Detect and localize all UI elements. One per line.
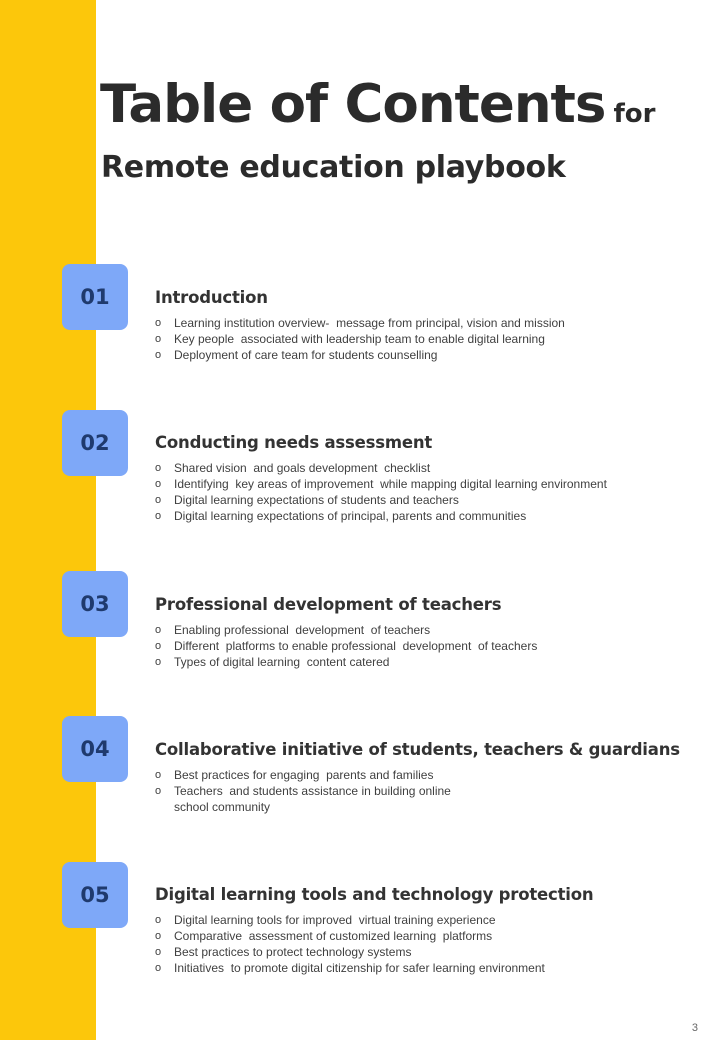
list-item: o Digital learning tools for improved virtual training experience — [155, 913, 496, 927]
bullet-icon: o — [155, 769, 162, 781]
bullet-icon: o — [155, 785, 162, 797]
list-item: o Different platforms to enable professional development of teachers — [155, 639, 538, 653]
bullet-icon: o — [155, 478, 162, 490]
section-heading[interactable]: Introduction — [155, 288, 268, 307]
section-number-badge: 01 — [62, 264, 128, 330]
list-item: o Teachers and students assistance in building online school community — [155, 784, 451, 814]
title-for: for — [613, 99, 656, 129]
toc-section — [155, 288, 710, 363]
section-number-badge: 05 — [62, 862, 128, 928]
list-item: o Key people associated with leadership team to enable digital learning — [155, 332, 545, 346]
bullet-icon: o — [155, 510, 162, 522]
toc-section — [155, 885, 710, 976]
page-number: 3 — [691, 1022, 698, 1034]
section-heading[interactable]: Digital learning tools and technology protection — [155, 885, 594, 904]
list-item: o Types of digital learning content catered — [155, 655, 390, 669]
list-item: o Comparative assessment of customized learning platforms — [155, 929, 493, 943]
section-number-badge: 02 — [62, 410, 128, 476]
list-item: o Digital learning expectations of principal, parents and communities — [155, 509, 527, 523]
bullet-icon: o — [155, 914, 162, 926]
bullet-icon: o — [155, 640, 162, 652]
section-number-badge: 03 — [62, 571, 128, 637]
list-item: o Deployment of care team for students counselling — [155, 348, 438, 362]
list-item: o Enabling professional development of teachers — [155, 623, 431, 637]
section-number-badge: 04 — [62, 716, 128, 782]
list-item: o Initiatives to promote digital citizenship for safer learning environment — [155, 961, 545, 975]
bullet-icon: o — [155, 962, 162, 974]
bullet-icon: o — [155, 349, 162, 361]
page-subtitle: Remote education playbook — [101, 150, 566, 185]
section-heading[interactable]: Conducting needs assessment — [155, 433, 433, 452]
toc-section — [155, 595, 710, 670]
bullet-icon: o — [155, 462, 162, 474]
list-item: o Learning institution overview- message from principal, vision and mission — [155, 316, 565, 330]
list-item: o Best practices for engaging parents and families — [155, 768, 434, 782]
bullet-icon: o — [155, 656, 162, 668]
bullet-icon: o — [155, 946, 162, 958]
list-item: o Digital learning expectations of students and teachers — [155, 493, 459, 507]
bullet-icon: o — [155, 930, 162, 942]
section-item-list — [155, 912, 710, 976]
bullet-icon: o — [155, 624, 162, 636]
list-item: o Shared vision and goals development checklist — [155, 461, 431, 475]
section-heading[interactable]: Collaborative initiative of students, teachers & guardians — [155, 740, 680, 759]
title-main: Table of Contents — [100, 74, 606, 135]
page-title — [100, 74, 655, 135]
section-heading[interactable]: Professional development of teachers — [155, 595, 502, 614]
bullet-icon: o — [155, 333, 162, 345]
section-item-list — [155, 315, 710, 363]
bullet-icon: o — [155, 494, 162, 506]
section-item-list — [155, 767, 710, 815]
section-item-list — [155, 460, 710, 524]
bullet-icon: o — [155, 317, 162, 329]
section-item-list — [155, 622, 710, 670]
toc-section — [155, 740, 710, 815]
toc-section — [155, 433, 710, 524]
list-item: o Identifying key areas of improvement while mapping digital learning environment — [155, 477, 607, 491]
list-item: o Best practices to protect technology systems — [155, 945, 412, 959]
